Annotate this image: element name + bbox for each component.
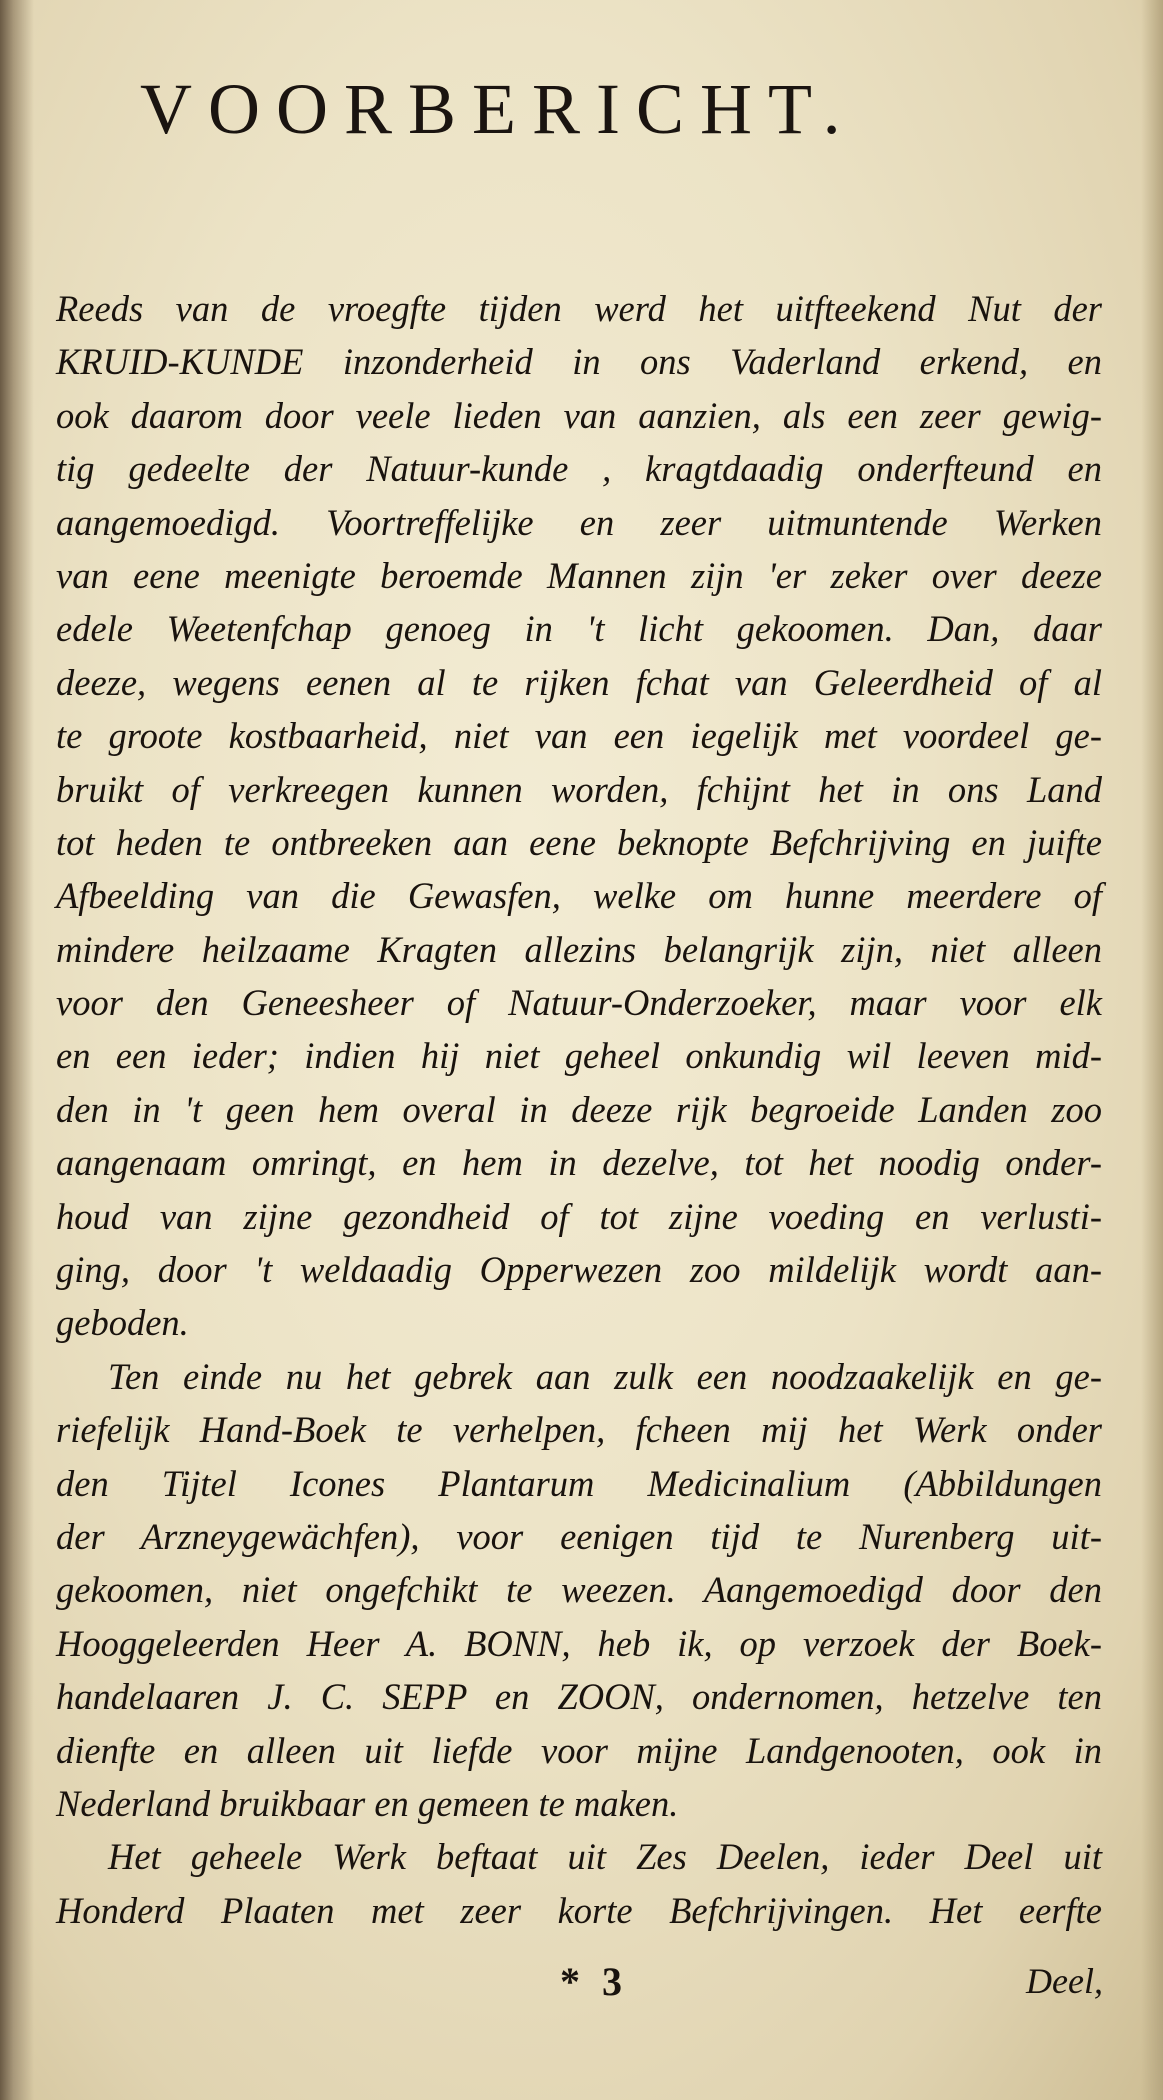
- text-line: handelaaren J. C. SEPP en ZOON, ondernomen, hetzelve ten: [56, 1676, 1102, 1718]
- text-line: edele Weetenfchap genoeg in 't licht gekoomen. Dan, daar: [56, 608, 1102, 650]
- text-line: aangemoedigd. Voortreffelijke en zeer uitmuntende Werken: [56, 501, 1102, 543]
- text-line: dienfte en alleen uit liefde voor mijne Landgenooten, ook in: [56, 1729, 1102, 1771]
- body-text: [56, 282, 1102, 1937]
- text-line: tig gedeelte der Natuur-kunde , kragtdaadig onderfteund en: [56, 448, 1102, 490]
- text-line: den in 't geen hem overal in deeze rijk begroeide Landen zoo: [56, 1088, 1102, 1130]
- text-line: Het geheele Werk beftaat uit Zes Deelen, ieder Deel uit: [108, 1836, 1102, 1878]
- page-footer: [0, 1958, 1163, 2018]
- text-line: KRUID-KUNDE inzonderheid in ons Vaderland erkend, en: [56, 341, 1102, 383]
- text-line: houd van zijne gezondheid of tot zijne voeding en verlusti-: [56, 1195, 1102, 1237]
- text-line: voor den Geneesheer of Natuur-Onderzoeker, maar voor elk: [56, 982, 1102, 1024]
- text-line: Hooggeleerden Heer A. BONN, heb ik, op verzoek der Boek-: [56, 1622, 1102, 1664]
- text-line: bruikt of verkreegen kunnen worden, fchijnt het in ons Land: [56, 768, 1102, 810]
- text-line: riefelijk Hand-Boek te verhelpen, fcheen mij het Werk onder: [56, 1409, 1102, 1451]
- signature-mark: * 3: [560, 1959, 628, 2004]
- catchword: Deel,: [1026, 1961, 1103, 2001]
- text-line: Honderd Plaaten met zeer korte Befchrijvingen. Het eerfte: [56, 1889, 1102, 1931]
- text-line: en een ieder; indien hij niet geheel onkundig wil leeven mid-: [56, 1035, 1102, 1077]
- text-line: aangenaam omringt, en hem in dezelve, tot het noodig onder-: [56, 1142, 1102, 1184]
- text-line: mindere heilzaame Kragten allezins belangrijk zijn, niet alleen: [56, 928, 1102, 970]
- text-line: deeze, wegens eenen al te rijken fchat van Geleerdheid of al: [56, 661, 1102, 703]
- text-line: Afbeelding van die Gewasfen, welke om hunne meerdere of: [56, 875, 1102, 917]
- text-line: den Tijtel Icones Plantarum Medicinalium (Abbildungen: [56, 1462, 1102, 1504]
- text-line: tot heden te ontbreeken aan eene beknopte Befchrijving en juifte: [56, 821, 1102, 863]
- text-line: Reeds van de vroegfte tijden werd het uitfteekend Nut der: [56, 288, 1102, 329]
- text-line: ook daarom door veele lieden van aanzien, als een zeer gewig-: [56, 394, 1102, 436]
- text-line: der Arzneygewächfen), voor eenigen tijd te Nurenberg uit-: [56, 1515, 1102, 1557]
- text-line: te groote kostbaarheid, niet van een iegelijk met voordeel ge-: [56, 715, 1102, 757]
- text-line: geboden.: [56, 1302, 189, 1344]
- text-line: Nederland bruikbaar en gemeen te maken.: [56, 1782, 679, 1824]
- text-line: gekoomen, niet ongefchikt te weezen. Aangemoedigd door den: [56, 1569, 1102, 1611]
- text-line: Ten einde nu het gebrek aan zulk een noodzaakelijk en ge-: [108, 1355, 1102, 1397]
- text-line: ging, door 't weldaadig Opperwezen zoo mildelijk wordt aan-: [56, 1249, 1102, 1291]
- text-line: van eene meenigte beroemde Mannen zijn 'er zeker over deeze: [56, 554, 1102, 596]
- page-title: VOORBERICHT.: [140, 69, 857, 149]
